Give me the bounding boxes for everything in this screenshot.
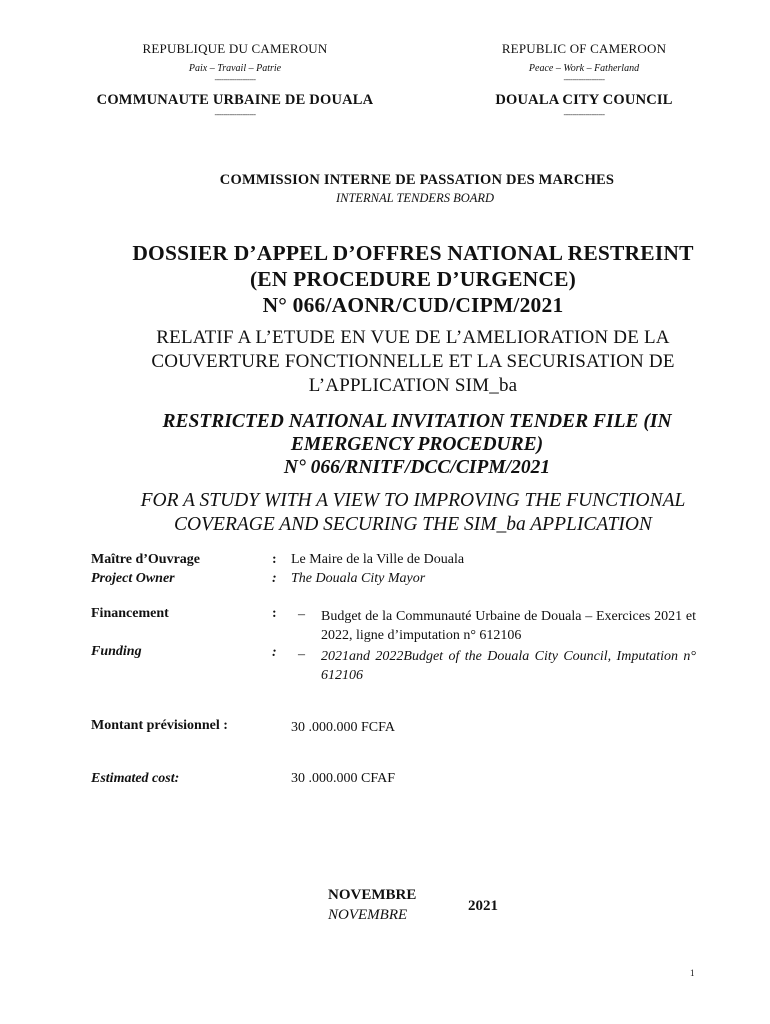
header-right [434,41,734,119]
subject-fr-line3: L’APPLICATION SIM_ba [308,375,518,396]
title-fr [28,240,770,318]
list-dash: – [298,647,305,662]
title-en [32,410,770,479]
title-en-line3: N° 066/RNITF/DCC/CIPM/2021 [283,457,551,478]
list-dash: – [298,607,305,622]
motto-fr: Paix – Travail – Patrie [188,63,282,74]
date-month-en: NOVEMBRE [328,907,408,923]
subject-fr-line2: COUVERTURE FONCTIONNELLE ET LA SECURISATION DE [151,351,675,372]
estimate-label-fr: Montant prévisionnel : [91,718,228,733]
org-name-fr: COMMUNAUTE URBAINE DE DOUALA [96,92,374,108]
colon: : [272,552,277,567]
separator: ------------------- [214,75,256,84]
separator: ------------------- [563,110,605,119]
title-fr-line3: N° 066/AONR/CUD/CIPM/2021 [262,293,564,317]
title-en-line1: RESTRICTED NATIONAL INVITATION TENDER FILE (IN [162,411,672,432]
subject-fr-line1: RELATIF A L’ETUDE EN VUE DE L’AMELIORATION DE LA [156,327,670,348]
funding-value-en: 2021and 2022Budget of the Douala City Council, Imputation n° 612106 [321,649,696,683]
estimate-label-en: Estimated cost: [91,771,180,786]
header-left [85,41,385,119]
estimate-value-en: 30 .000.000 CFAF [291,771,395,786]
owner-label-fr: Maître d’Ouvrage [91,552,200,567]
owner-value-en: The Douala City Mayor [291,571,426,586]
country-name-fr: REPUBLIQUE DU CAMEROUN [142,41,328,56]
funding-label-fr: Financement [91,606,169,621]
funding-label-en: Funding [91,644,142,659]
country-name-en: REPUBLIC OF CAMEROON [501,41,667,56]
date-year: 2021 [468,898,498,914]
commission-title-fr: COMMISSION INTERNE DE PASSATION DES MARCHES [219,172,615,188]
colon: : [272,571,277,586]
owner-label-en: Project Owner [91,571,175,586]
separator: ------------------- [563,75,605,84]
colon: : [272,606,277,621]
subject-en [28,489,770,537]
funding-value-fr: Budget de la Communauté Urbaine de Douala – Exercices 2021 et 2022, ligne d’imputation n° 612106 [321,609,696,643]
commission-title-en: INTERNAL TENDERS BOARD [335,191,495,205]
subject-en-line2: COVERAGE AND SECURING THE SIM_ba APPLICATION [174,514,652,535]
estimate-value-fr: 30 .000.000 FCFA [291,720,395,735]
org-name-en: DOUALA CITY COUNCIL [495,92,673,108]
motto-en: Peace – Work – Fatherland [528,63,640,74]
title-fr-line1: DOSSIER D’APPEL D’OFFRES NATIONAL RESTREINT [132,241,694,265]
title-fr-line2: (EN PROCEDURE D’URGENCE) [249,267,577,291]
page-number: 1 [690,968,695,978]
title-en-line2: EMERGENCY PROCEDURE) [290,434,544,455]
separator: ------------------- [214,110,256,119]
colon: : [272,645,277,660]
date-month-fr: NOVEMBRE [328,887,417,903]
owner-value-fr: Le Maire de la Ville de Douala [291,552,465,567]
subject-en-line1: FOR A STUDY WITH A VIEW TO IMPROVING THE FUNCTIONAL [140,490,686,511]
subject-fr [28,326,770,398]
